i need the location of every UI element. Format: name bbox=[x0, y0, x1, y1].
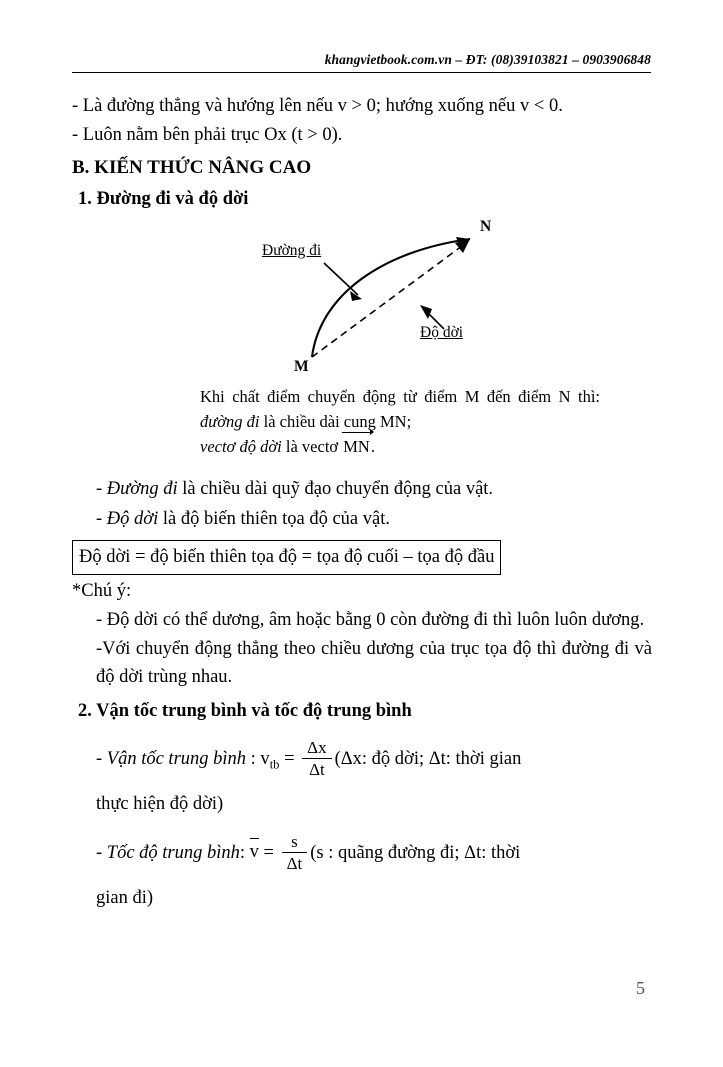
subsection-heading-2: 2. Vận tốc trung bình và tốc độ trung bình bbox=[78, 701, 412, 722]
figure-svg bbox=[72, 217, 652, 385]
path-label-pointer bbox=[324, 263, 358, 295]
header-divider bbox=[72, 72, 651, 73]
eq2-equals: = bbox=[258, 842, 279, 863]
note-2: -Với chuyển động thẳng theo chiều dương của trục tọa độ thì đường đi và độ dời trùng nhau. bbox=[96, 639, 652, 688]
figure-point-m: M bbox=[294, 358, 309, 376]
boxed-formula: Độ dời = độ biến thiên tọa độ = tọa độ cuối – tọa độ đầu bbox=[72, 540, 501, 575]
caption-end: . bbox=[370, 436, 375, 456]
note-1: - Độ dời có thể dương, âm hoặc bằng 0 còn đường đi thì luôn luôn dương. bbox=[96, 609, 645, 630]
subsection-heading-1: 1. Đường đi và độ dời bbox=[78, 189, 249, 210]
caption-italic1: đường đi bbox=[200, 411, 260, 431]
paragraph-line2: - Luôn nằm bên phải trục Ox (t > 0). bbox=[72, 125, 343, 146]
equation-average-speed bbox=[72, 833, 652, 874]
caption-italic2: vectơ độ dời bbox=[200, 436, 282, 456]
eq2-variable-v: v bbox=[250, 840, 259, 865]
paragraph-line1: - Là đường thẳng và hướng lên nếu v > 0; hướng xuống nếu v < 0. bbox=[72, 96, 563, 116]
displacement-label-pointer-arrowhead bbox=[420, 305, 432, 319]
bullet-duong-di bbox=[72, 475, 652, 503]
eq1-numerator: Δx bbox=[302, 738, 331, 759]
page-header bbox=[72, 52, 651, 73]
eq1-tail: (Δx: độ dời; Δt: thời gian bbox=[334, 749, 522, 770]
eq1-denominator: Δt bbox=[309, 760, 325, 780]
eq1-fraction bbox=[302, 738, 331, 779]
eq1-label: - Vận tốc trung bình bbox=[96, 749, 247, 770]
note-label: *Chú ý: bbox=[72, 580, 132, 601]
bullet2-rest: là độ biến thiên tọa độ của vật. bbox=[158, 508, 390, 529]
eq2-denominator: Δt bbox=[286, 853, 303, 873]
figure-label-path: Đường đi bbox=[262, 242, 322, 260]
displacement-figure bbox=[72, 217, 652, 385]
eq2-label: - Tốc độ trung bình bbox=[96, 842, 240, 863]
section-heading-b: B. KIẾN THỨC NÂNG CAO bbox=[72, 157, 312, 179]
equation-1-continuation: thực hiện độ dời) bbox=[96, 794, 224, 815]
eq1-sub: tb bbox=[269, 757, 280, 772]
eq2-numerator: s bbox=[282, 832, 308, 853]
header-text: khangvietbook.com.vn – ĐT: (08)39103821 – 0903906848 bbox=[324, 52, 651, 67]
caption-part3: là vectơ bbox=[281, 436, 343, 456]
caption-part1: Khi chất điểm chuyển động từ điểm M đến điểm N thì: bbox=[200, 387, 600, 407]
figure-label-displacement: Độ dời bbox=[420, 324, 464, 342]
eq2-fraction bbox=[282, 832, 308, 873]
equation-2-continuation: gian đi) bbox=[96, 887, 154, 908]
figure-caption bbox=[200, 385, 600, 459]
document-body bbox=[72, 92, 652, 912]
eq1-equals: = bbox=[279, 749, 300, 770]
spacer-1 bbox=[72, 459, 652, 475]
eq2-tail: (s : quãng đường đi; Δt: thời bbox=[310, 842, 521, 863]
bullet-do-doi bbox=[72, 505, 652, 533]
equation-average-velocity bbox=[72, 739, 652, 780]
bullet1-italic: - Đường đi bbox=[96, 479, 178, 500]
bullet2-italic: - Độ dời bbox=[96, 508, 159, 529]
page-number: 5 bbox=[636, 978, 645, 998]
bullet1-rest: là chiều dài quỹ đạo chuyển động của vật. bbox=[177, 479, 494, 500]
figure-point-n: N bbox=[480, 218, 492, 236]
eq2-mid: : bbox=[239, 842, 250, 863]
caption-vector-mn: MN bbox=[342, 435, 371, 460]
eq1-mid: : v bbox=[246, 749, 270, 770]
caption-part2: là chiều dài cung MN; bbox=[259, 411, 412, 431]
